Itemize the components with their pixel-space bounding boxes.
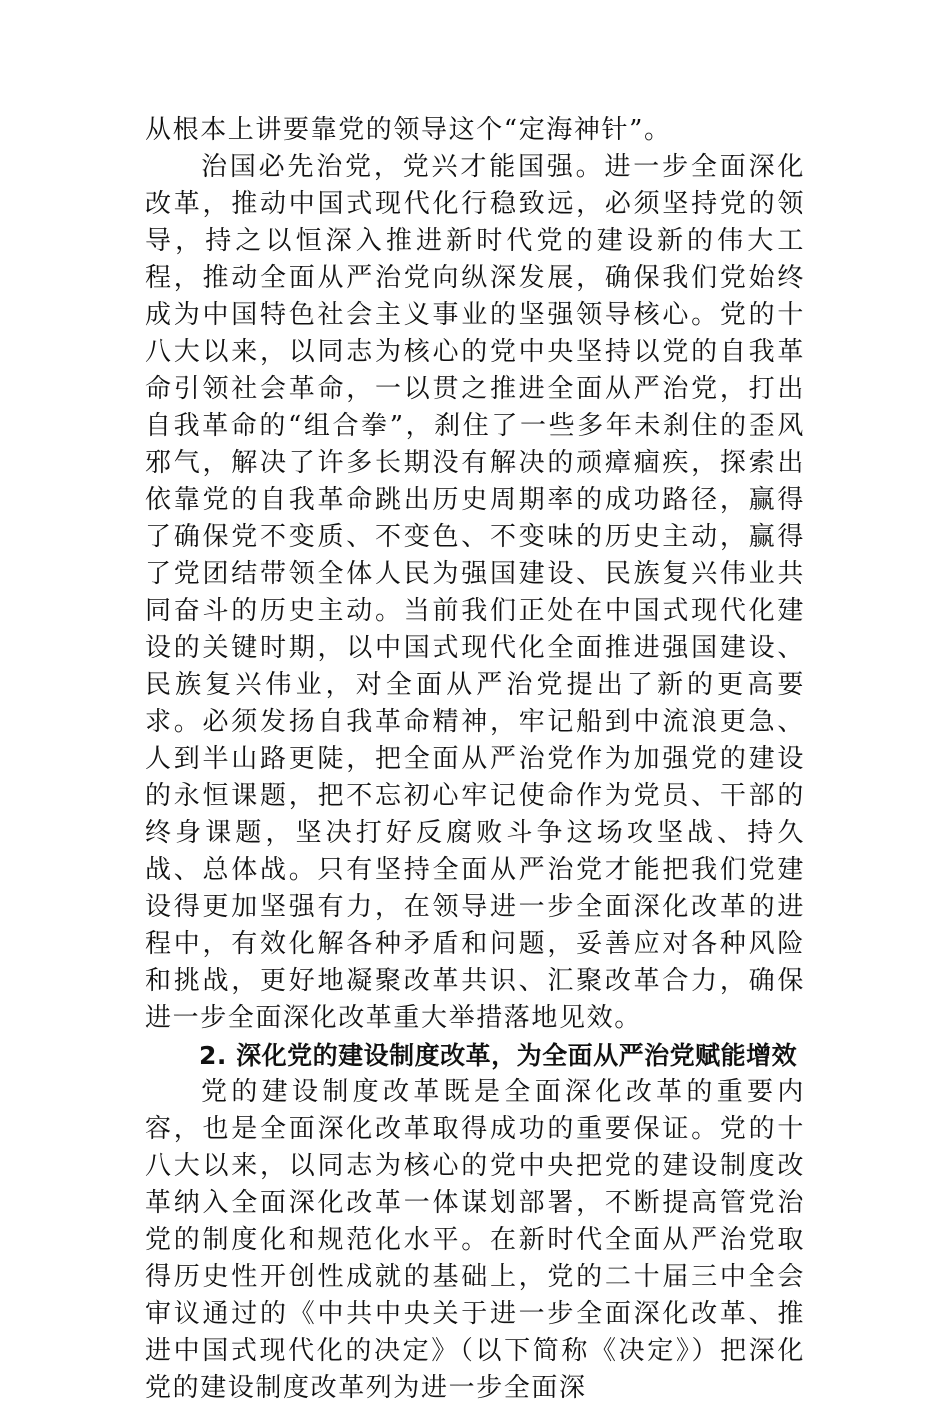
- section-heading: 2. 深化党的建设制度改革，为全面从严治党赋能增效: [199, 1041, 798, 1070]
- paragraph-party-governance: 治国必先治党，党兴才能国强。进一步全面深化改革，推动中国式现代化行稳致远，必须坚持党的领导，持之以恒深入推进新时代党的建设新的伟大工程，推动全面从严治党向纵深发展，确保我们党始终成为中国特色社会主义事业的坚强领导核心。党的十八大以来，以同志为核心的党中央坚持以党的自我革命引领社会革命，一以贯之推进全面从严治党，打出自我革命的“组合拳”，刹住了一些多年未刹住的歪风邪气，解决了许多长期没有解决的顽瘴痼疾，探索出依靠党的自我革命跳出历史周期率的成功路径，赢得了确保党不变质、不变色、不变味的历史主动，赢得了党团结带领全体人民为强国建设、民族复兴伟业共同奋斗的历史主动。当前我们正处在中国式现代化建设的关键时期，以中国式现代化全面推进强国建设、民族复兴伟业，对全面从严治党提出了新的更高要求。必须发扬自我革命精神，牢记船到中流浪更急、人到半山路更陡，把全面从严治党作为加强党的建设的永恒课题，把不忘初心牢记使命作为党员、干部的终身课题，坚决打好反腐败斗争这场攻坚战、持久战、总体战。只有坚持全面从严治党才能把我们党建设得更加坚强有力，在领导进一步全面深化改革的进程中，有效化解各种矛盾和问题，妥善应对各种风险和挑战，更好地凝聚改革共识、汇聚改革合力，确保进一步全面深化改革重大举措落地见效。: [145, 152, 805, 1033]
- paragraph-institutional-reform: 党的建设制度改革既是全面深化改革的重要内容，也是全面深化改革取得成功的重要保证。党的十八大以来，以同志为核心的党中央把党的建设制度改革纳入全面深化改革一体谋划部署，不断提高管党治党的制度化和规范化水平。在新时代全面从严治党取得历史性开创性成就的基础上，党的二十届三中全会审议通过的《中共中央关于进一步全面深化改革、推进中国式现代化的决定》（以下简称《决定》）把深化党的建设制度改革列为进一步全面深: [145, 1077, 805, 1403]
- document-body: [145, 112, 805, 1407]
- paragraph-continuation: 从根本上讲要靠党的领导这个“定海神针”。: [145, 115, 672, 145]
